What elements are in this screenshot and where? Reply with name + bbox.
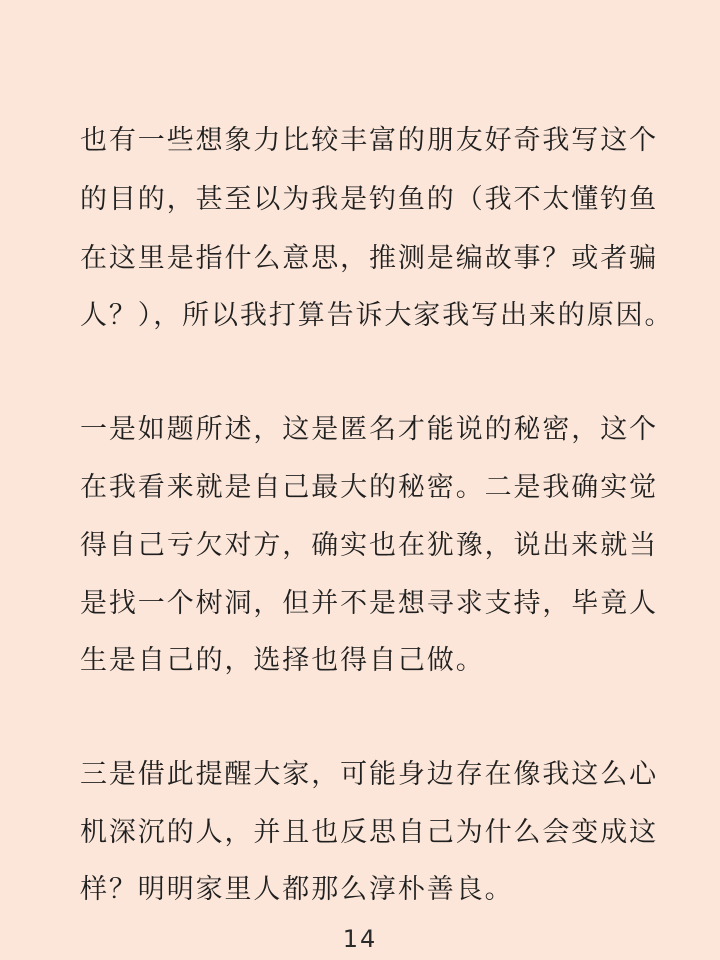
paragraph-1-line-2: 的目的，甚至以为我是钓鱼的（我不太懂钓鱼 [80, 184, 658, 215]
paragraph-2-line-3: 得自己亏欠对方，确实也在犹豫，说出来就当 [80, 530, 658, 561]
paragraph-2-line-4: 是找一个树洞，但并不是想寻求支持，毕竟人 [80, 588, 658, 619]
paragraph-3-line-1: 三是借此提醒大家，可能身边存在像我这么心 [80, 759, 658, 790]
paragraph-2-line-1: 一是如题所述，这是匿名才能说的秘密，这个 [80, 414, 658, 445]
paragraph-3-line-2: 机深沉的人，并且也反思自己为什么会变成这 [80, 817, 658, 848]
paragraph-1-line-4: 人？），所以我打算告诉大家我写出来的原因。 [80, 300, 674, 331]
paragraph-2-line-5: 生是自己的，选择也得自己做。 [80, 645, 485, 676]
paragraph-2-line-2: 在我看来就是自己最大的秘密。二是我确实觉 [80, 472, 658, 503]
page-number: 14 [342, 925, 378, 953]
paragraph-1-line-1: 也有一些想象力比较丰富的朋友好奇我写这个 [80, 125, 658, 156]
paragraph-1-line-3: 在这里是指什么意思，推测是编故事？或者骗 [80, 243, 658, 274]
paragraph-3-line-3: 样？明明家里人都那么淳朴善良。 [80, 874, 514, 905]
